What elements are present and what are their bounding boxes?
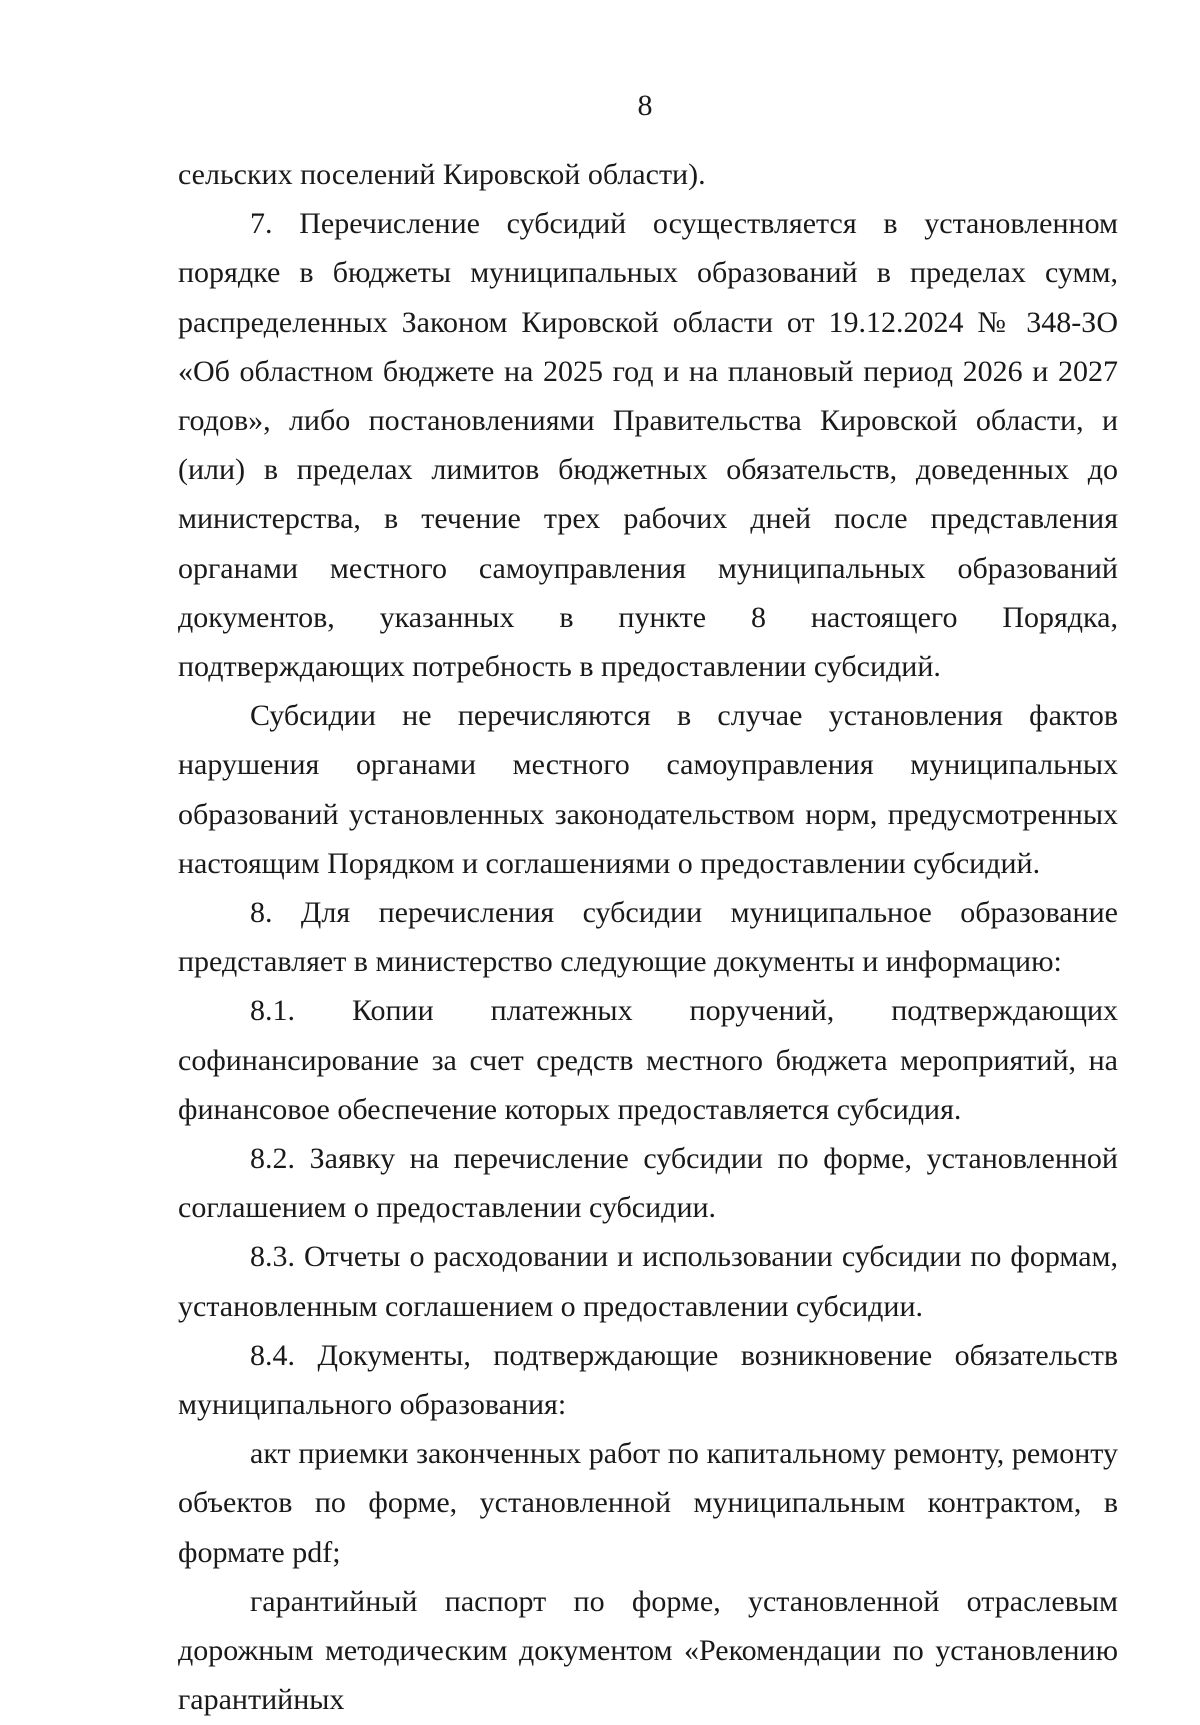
paragraph-8-2: 8.2. Заявку на перечисление субсидии по форме, установленной соглашением о предоставлении субсидии. [178, 1142, 1118, 1225]
paragraph-subsidies-not-transferred: Субсидии не перечисляются в случае установления фактов нарушения органами местного самоуправления муниципальных образований установленных законодательством норм, предусмотренных настоящим Порядком и соглашениями о предоставлении субсидий. [178, 699, 1118, 880]
paragraph-8-4: 8.4. Документы, подтверждающие возникновение обязательств муниципального образования: [178, 1338, 1118, 1422]
page-number: 8 [637, 89, 653, 122]
paragraph-8-1: 8.1. Копии платежных поручений, подтверждающих софинансирование за счет средств местного бюджета мероприятий, на финансовое обеспечение которых предоставляется субсидия. [178, 994, 1118, 1126]
paragraph-continuation: сельских поселений Кировской области). [178, 158, 706, 191]
paragraph-warranty-passport: гарантийный паспорт по форме, установленной отраслевым дорожным методическим документом «Рекомендации по установлению гарантийных [178, 1584, 1118, 1717]
paragraph-7: 7. Перечисление субсидий осуществляется в установленном порядке в бюджеты муниципальных образований в пределах сумм, распределенных Законом Кировской области от 19.12.2024 № 348-ЗО «Об областном бюджете на 2025 год и на плановый период 2026 и 2027 годов», либо постановлениями Правительства Кировской области, и (или) в пределах лимитов бюджетных обязательств, доведенных до министерства, в течение трех рабочих дней после представления органами местного самоуправления муниципальных образований документов, указанных в пункте 8 настоящего Порядка, подтверждающих потребность в предоставлении субсидий. [178, 207, 1118, 684]
document-body [178, 150, 1118, 1725]
paragraph-8: 8. Для перечисления субсидии муниципальное образование представляет в министерство следующие документы и информацию: [178, 896, 1118, 979]
paragraph-8-3: 8.3. Отчеты о расходовании и использовании субсидии по формам, установленным соглашением о предоставлении субсидии. [178, 1240, 1118, 1323]
paragraph-acceptance-act: акт приемки законченных работ по капитальному ремонту, ремонту объектов по форме, установленной муниципальным контрактом, в формате pdf; [178, 1437, 1118, 1569]
